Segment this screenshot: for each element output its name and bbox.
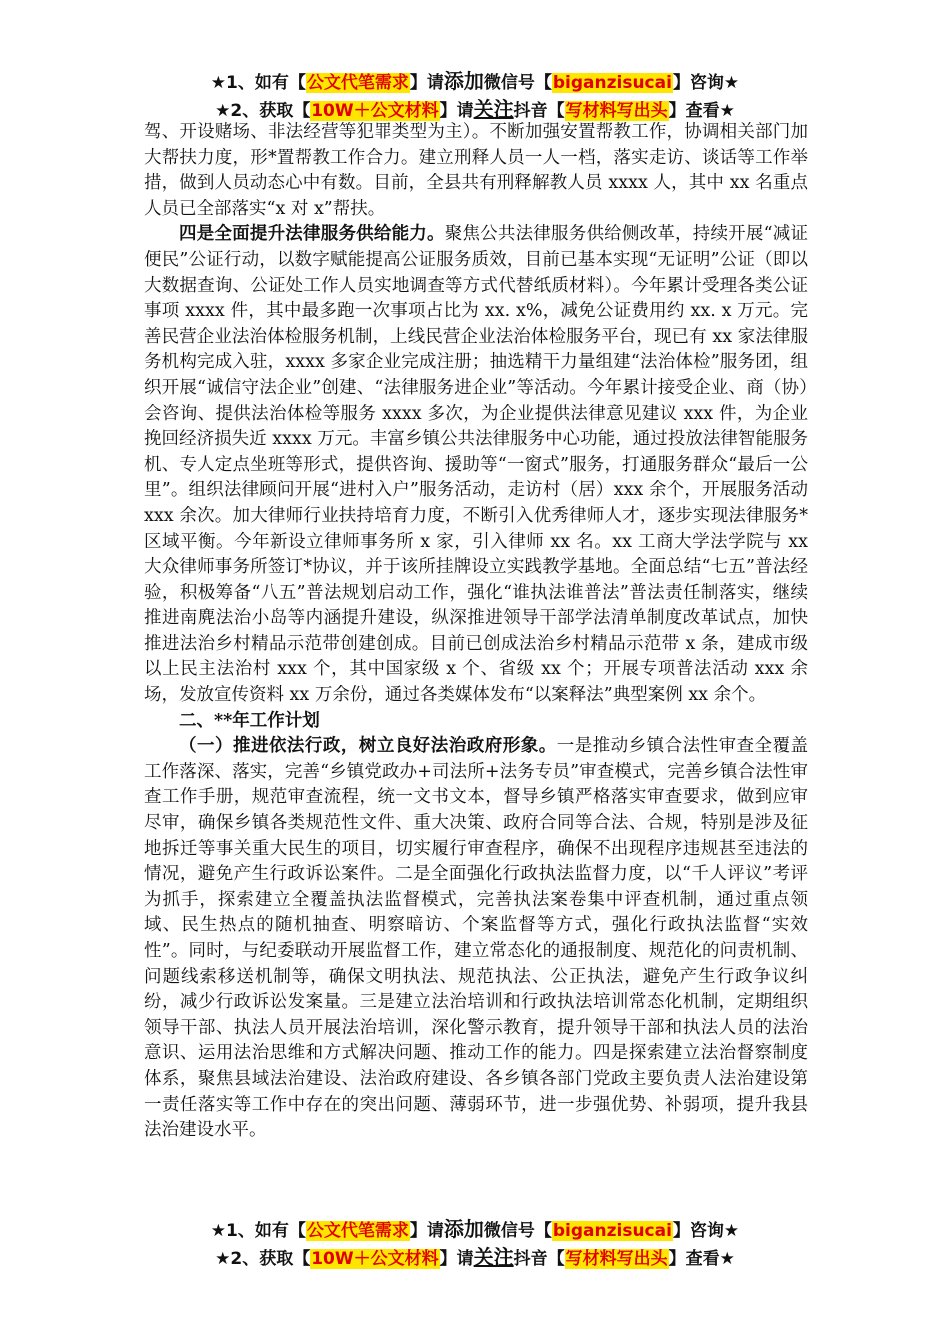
- promo-text: 】咨询★: [672, 1221, 740, 1241]
- paragraph-text: 一是推动乡镇合法性审查全覆盖工作落深、落实，完善“乡镇党政办+司法所+法务专员”审查模式，完善乡镇合法性审查工作手册，规范审查流程，统一文书文本，督导乡镇严格落实审查要求，做到应审尽审，确保乡镇各类规范性文件、重大决策、政府合同等合法、合规，特别是涉及征地拆迁等事关重大民生的项目，切实履行审查程序，确保不出现程序违规甚至违法的情况，避免产生行政诉讼案件。二是全面强化行政执法监督力度，以“千人评议”考评为抓手，探索建立全覆盖执法监督模式，完善执法案卷集中评查机制，通过重点领域、民生热点的随机抽查、明察暗访、个案监督等方式，强化行政执法监督“实效性”。同时，与纪委联动开展监督工作，建立常态化的通报制度、规范化的问责机制、问题线索移送机制等，确保文明执法、规范执法、公正执法，避免产生行政争议纠纷，减少行政诉讼发案量。三是建立法治培训和行政执法培训常态化机制，定期组织领导干部、执法人员开展法治培训，深化警示教育，提升领导干部和执法人员的法治意识、运用法治思维和方式解决问题、推动工作的能力。四是探索建立法治督察制度体系，聚焦县域法治建设、法治政府建设、各乡镇各部门党政主要负责人法治建设第一责任落实等工作中存在的突出问题、薄弱环节，进一步强优势、补弱项，提升我县法治建设水平。: [144, 736, 809, 1141]
- paragraph-text: 聚焦公共法律服务供给侧改革，持续开展“减证便民”公证行动，以数字赋能提高公证服务质效，目前已基本实现“无证明”公证（即以大数据查询、公证处工作人员实地调查等方式代替纸质材料）。今年累计受理各类公证事项 xxxx 件，其中最多跑一次事项占比为 xx. x%，减免公证费用约 xx. x 万元。完善民营企业法治体检服务机制，上线民营企业法治体检服务平台，现已有 xx 家法律服务机构完成入驻，xxxx 多家企业完成注册；抽选精干力量组建“法治体检”服务团，组织开展“诚信守法企业”创建、“法律服务进企业”等活动。今年累计接受企业、商（协）会咨询、提供法治体检等服务 xxxx 多次，为企业提供法律意见建议 xxx 件，为企业挽回经济损失近 xxxx 万元。丰富乡镇公共法律服务中心功能，通过投放法律智能服务机、专人定点坐班等形式，提供咨询、援助等“一窗式”服务，打通服务群众“最后一公里”。组织法律顾问开展“进村入户”服务活动，走访村（居）xxx 余个，开展服务活动 xxx 余次。加大律师行业扶持培育力度，不断引入优秀律师人才，逐步实现法律服务*区域平衡。今年新设立律师事务所 x 家，引入律师 xx 名。xx 工商大学法学院与 xx 大众律师事务所签订*协议，并于该所挂牌设立实践教学基地。全面总结“七五”普法经验，积极筹备“八五”普法规划启动工作，强化“谁执法谁普法”普法责任制落实，继续推进南麂法治小岛等内涵提升建设，纵深推进领导干部学法清单制度改革试点，加快推进法治乡村精品示范带创建创成。目前已创成法治乡村精品示范带 x 条，建成市级以上民主法治村 xxx 个，其中国家级 x 个、省级 xx 个；开展专项普法活动 xxx 余场，发放宣传资料 xx 万余份，通过各类媒体发布“以案释法”典型案例 xx 余个。: [144, 224, 808, 706]
- promo-text: ★1、如有【: [210, 73, 306, 93]
- promo-line-1: [0, 68, 950, 96]
- promo-emphasis: 关注: [473, 97, 514, 121]
- promo-highlight: biganzisucai: [552, 1221, 672, 1241]
- paragraph: [144, 222, 808, 708]
- promo-text: ★2、获取【: [215, 1249, 311, 1269]
- paragraph: [144, 734, 808, 1144]
- promo-text: 】请: [439, 101, 474, 121]
- promo-highlight: 写材料写出头: [565, 101, 668, 121]
- promo-highlight: 10W＋公文材料: [311, 1249, 439, 1269]
- document-body: [144, 120, 808, 1144]
- section-heading: 二、**年工作计划: [179, 710, 320, 731]
- promo-banner-top: [0, 68, 950, 124]
- promo-emphasis: 添加: [443, 69, 484, 93]
- promo-text: 】请: [409, 1221, 444, 1241]
- promo-text: 微信号【: [483, 1221, 552, 1241]
- promo-line-2: [0, 1244, 950, 1272]
- promo-text: 】查看★: [668, 101, 735, 121]
- promo-text: 抖音【: [513, 1249, 565, 1269]
- promo-line-1: [0, 1216, 950, 1244]
- promo-banner-bottom: [0, 1216, 950, 1272]
- promo-emphasis: 关注: [473, 1245, 514, 1269]
- promo-highlight: 10W＋公文材料: [311, 101, 439, 121]
- promo-text: 】咨询★: [672, 73, 740, 93]
- promo-text: 抖音【: [513, 101, 565, 121]
- paragraph: 驾、开设赌场、非法经营等犯罪类型为主）。不断加强安置帮教工作，协调相关部门加大帮扶力度，形*置帮教工作合力。建立刑释人员一人一档，落实走访、谈话等工作举措，做到人员动态心中有数。目前，全县共有刑释解教人员 xxxx 人，其中 xx 名重点人员已全部落实“x 对 x”帮扶。: [144, 122, 808, 219]
- promo-text: 】请: [439, 1249, 474, 1269]
- promo-text: 】查看★: [668, 1249, 735, 1269]
- paragraph-lead: （一）推进依法行政，树立良好法治政府形象。: [179, 736, 557, 757]
- promo-highlight: 公文代笔需求: [306, 73, 409, 93]
- promo-text: ★1、如有【: [210, 1221, 306, 1241]
- promo-text: ★2、获取【: [215, 101, 311, 121]
- paragraph-lead: 四是全面提升法律服务供给能力。: [179, 224, 445, 245]
- promo-text: 】请: [409, 73, 444, 93]
- promo-highlight: biganzisucai: [552, 73, 672, 93]
- promo-text: 微信号【: [483, 73, 552, 93]
- promo-emphasis: 添加: [443, 1217, 484, 1241]
- promo-highlight: 写材料写出头: [565, 1249, 668, 1269]
- promo-highlight: 公文代笔需求: [306, 1221, 409, 1241]
